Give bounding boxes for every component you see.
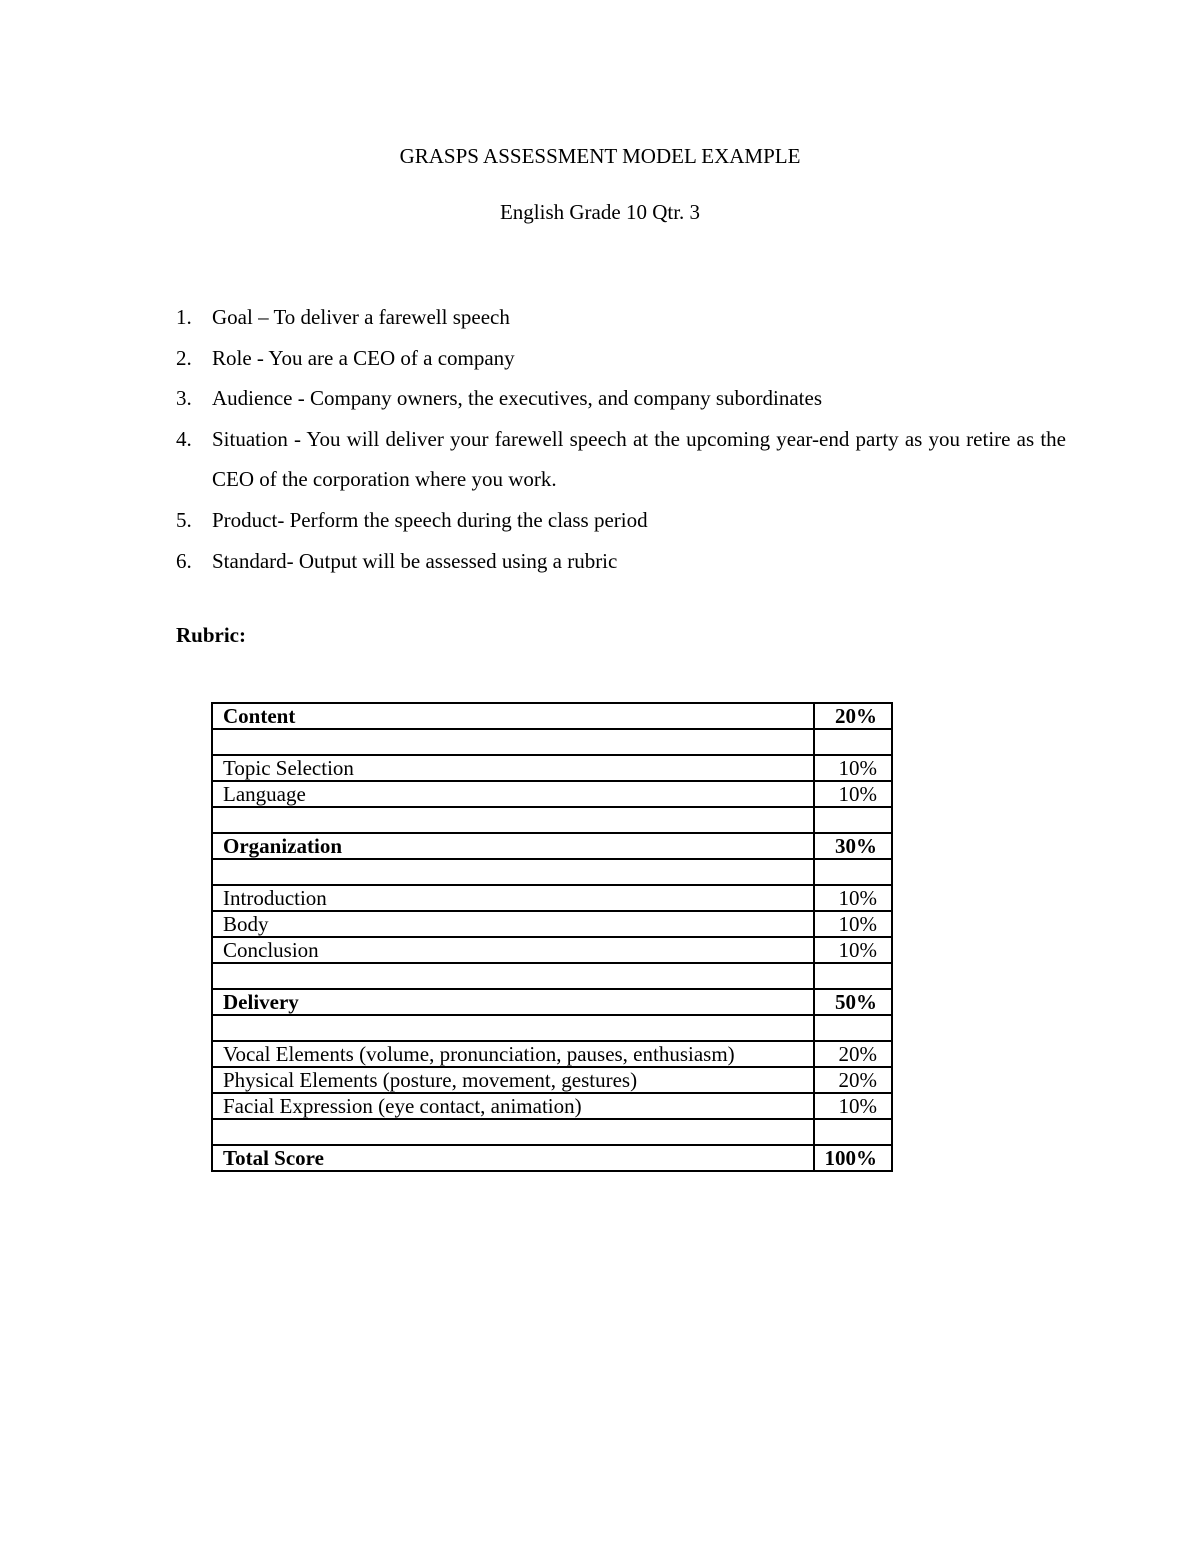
rubric-row xyxy=(212,755,892,781)
rubric-row xyxy=(212,781,892,807)
rubric-total-label: Total Score xyxy=(212,1145,814,1171)
list-text: Standard- Output will be assessed using a rubric xyxy=(212,548,618,573)
list-text: Product- Perform the speech during the class period xyxy=(212,507,648,532)
list-number: 1. xyxy=(176,305,192,329)
rubric-weight: 10% xyxy=(814,1093,892,1119)
rubric-weight: 10% xyxy=(814,755,892,781)
rubric-criterion: Topic Selection xyxy=(212,755,814,781)
rubric-criterion xyxy=(212,729,814,755)
rubric-weight xyxy=(814,963,892,989)
rubric-criterion xyxy=(212,859,814,885)
rubric-criterion xyxy=(212,1015,814,1041)
rubric-criterion: Conclusion xyxy=(212,937,814,963)
rubric-table xyxy=(211,702,893,1172)
rubric-weight: 10% xyxy=(814,911,892,937)
rubric-blank-row xyxy=(212,729,892,755)
rubric-criterion: Organization xyxy=(212,833,814,859)
rubric-weight xyxy=(814,729,892,755)
rubric-weight: 20% xyxy=(814,1041,892,1067)
grasps-item-role xyxy=(176,338,1066,379)
rubric-weight xyxy=(814,859,892,885)
document-title: GRASPS ASSESSMENT MODEL EXAMPLE xyxy=(399,144,801,168)
rubric-blank-row xyxy=(212,963,892,989)
rubric-criterion: Facial Expression (eye contact, animation) xyxy=(212,1093,814,1119)
rubric-criterion: Delivery xyxy=(212,989,814,1015)
rubric-criterion: Language xyxy=(212,781,814,807)
rubric-criterion: Introduction xyxy=(212,885,814,911)
rubric-weight xyxy=(814,807,892,833)
list-text: Audience - Company owners, the executives, and company subordinates xyxy=(212,386,822,411)
list-text: Role - You are a CEO of a company xyxy=(212,345,515,370)
rubric-blank-row xyxy=(212,1119,892,1145)
rubric-criterion: Content xyxy=(212,703,814,729)
rubric-section-organization xyxy=(212,833,892,859)
rubric-weight: 10% xyxy=(814,781,892,807)
grasps-item-goal xyxy=(176,297,1066,338)
rubric-criterion xyxy=(212,963,814,989)
rubric-criterion: Vocal Elements (volume, pronunciation, pauses, enthusiasm) xyxy=(212,1041,814,1067)
grasps-item-audience xyxy=(176,378,1066,419)
rubric-heading: Rubric: xyxy=(176,623,246,647)
rubric-weight xyxy=(814,1015,892,1041)
list-number: 6. xyxy=(176,548,192,573)
document-subtitle: English Grade 10 Qtr. 3 xyxy=(499,200,701,224)
rubric-row xyxy=(212,1067,892,1093)
rubric-section-delivery xyxy=(212,989,892,1015)
rubric-criterion: Body xyxy=(212,911,814,937)
rubric-weight: 10% xyxy=(814,937,892,963)
rubric-blank-row xyxy=(212,807,892,833)
rubric-row xyxy=(212,885,892,911)
rubric-weight: 20% xyxy=(814,703,892,729)
grasps-item-standard xyxy=(176,541,1066,582)
rubric-weight: 50% xyxy=(814,989,892,1015)
list-number: 5. xyxy=(176,507,192,532)
list-number: 3. xyxy=(176,386,192,411)
grasps-item-product xyxy=(176,500,1066,541)
rubric-section-content xyxy=(212,703,892,729)
list-text: Goal – To deliver a farewell speech xyxy=(212,305,510,329)
rubric-blank-row xyxy=(212,1015,892,1041)
rubric-criterion xyxy=(212,1119,814,1145)
grasps-item-situation xyxy=(176,419,1066,500)
rubric-criterion: Physical Elements (posture, movement, gestures) xyxy=(212,1067,814,1093)
rubric-row xyxy=(212,937,892,963)
rubric-weight: 20% xyxy=(814,1067,892,1093)
list-number: 2. xyxy=(176,345,192,370)
rubric-row xyxy=(212,911,892,937)
rubric-total-row xyxy=(212,1145,892,1171)
rubric-weight xyxy=(814,1119,892,1145)
rubric-blank-row xyxy=(212,859,892,885)
rubric-row xyxy=(212,1093,892,1119)
grasps-list xyxy=(176,297,1066,581)
rubric-criterion xyxy=(212,807,814,833)
list-text: Situation - You will deliver your farewell speech at the upcoming year-end party as you retire as the CEO of the corporation where you work. xyxy=(212,426,1066,492)
rubric-weight: 30% xyxy=(814,833,892,859)
rubric-row xyxy=(212,1041,892,1067)
rubric-weight: 10% xyxy=(814,885,892,911)
rubric-total-value: 100% xyxy=(814,1145,892,1171)
list-number: 4. xyxy=(176,426,192,451)
